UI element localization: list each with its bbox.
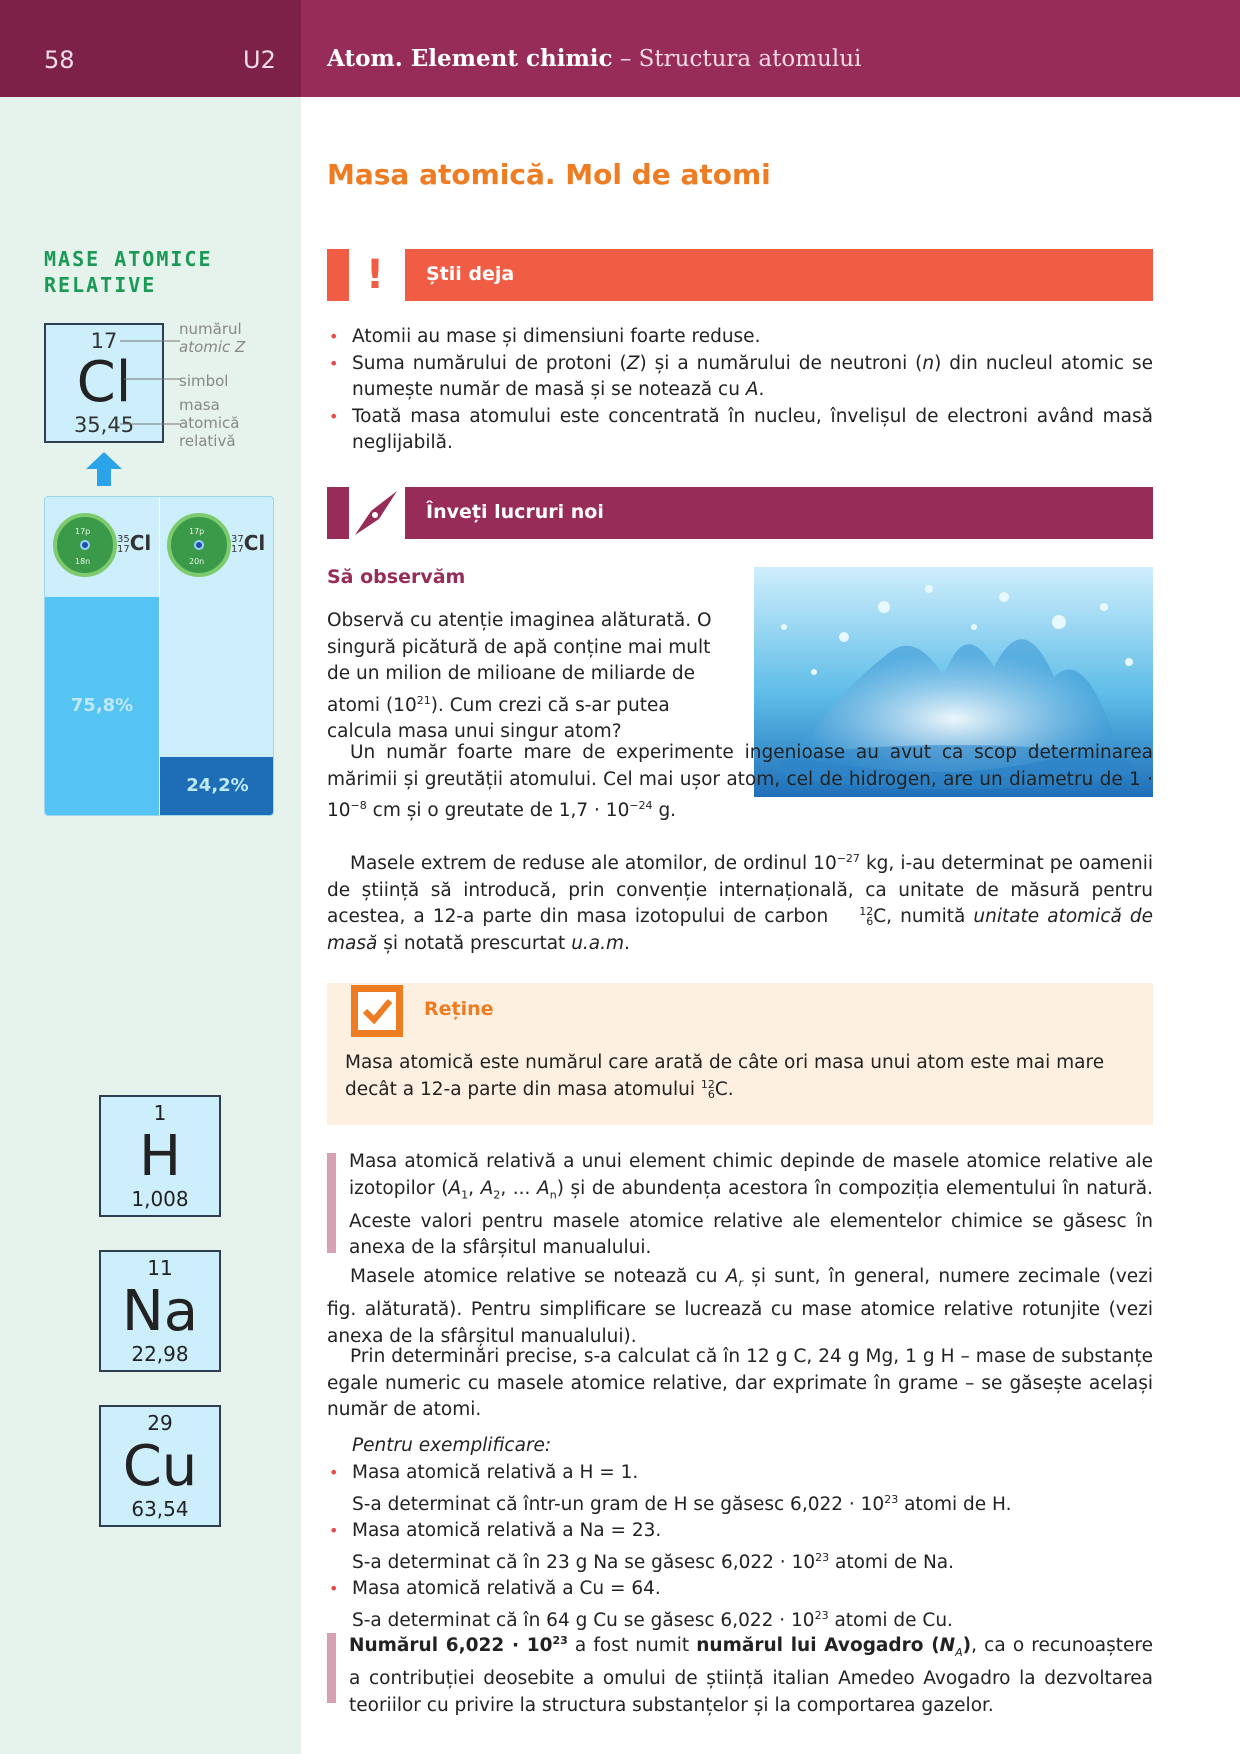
bar-accent: [327, 249, 349, 301]
label-symbol: simbol: [179, 372, 229, 390]
atom-nucleus-icon: [194, 540, 204, 550]
stii-deja-list: [327, 324, 1153, 457]
element-tile-h: [99, 1095, 221, 1217]
stii-deja-bar: [327, 249, 1153, 301]
inveti-bar: [327, 487, 1153, 539]
experimente-paragraph: Un număr foarte mare de experimente ingenioase au avut ca scop determinarea mărimii și greutății atomului. Cel mai ușor atom, cel de hidrogen, are un diametru de $1 \cdot 10^{-8}$ cm și o greutate de $1,7 \cdot 10^{-24}$ g.: [327, 742, 1153, 822]
precise-paragraph: Prin determinări precise, s-a calculat că în 12 g C, 24 g Mg, 1 g H – mase de substanțe egale numeric cu masele atomice relative, dar exprimate în grame – se găsește același număr de atomi.: [327, 1346, 1153, 1420]
unit-label: U2: [243, 46, 276, 74]
list-item: • Suma numărului de protoni (Z) și a numărului de neutroni (n) din nucleul atomic se numește număr de masă și se notează cu A.: [327, 351, 1153, 404]
section-title: Masa atomică. Mol de atomi: [327, 158, 771, 191]
list-item: • Masa atomică relativă a Cu = 64. S-a determinat că în 64 g Cu se găsesc $6,022 \cdot 10^{23}$ atomi de Cu.: [327, 1576, 1153, 1634]
compass-icon: [349, 487, 401, 539]
inveti-label: Înveți lucruri noi: [426, 501, 604, 523]
chlorine-symbol: Cl: [76, 350, 132, 415]
element-symbol: H: [138, 1124, 182, 1189]
retine-box: [327, 983, 1153, 1125]
element-symbol: Na: [121, 1279, 199, 1344]
atom-neutrons: 18n: [75, 557, 91, 566]
element-z: 1: [153, 1101, 167, 1125]
element-mass: 1,008: [131, 1187, 189, 1211]
retine-label: Reține: [424, 998, 494, 1020]
header-title: Atom. Element chimic – Structura atomului: [327, 45, 862, 72]
ar-paragraph: Masele atomice relative se notează cu $A_r$ și sunt, în general, numere zecimale (vezi fig. alăturată). Pentru simplificare se lucrează cu mase atomice relative rotunjite (vezi anexa de la sfârșitul manualului).: [327, 1266, 1153, 1347]
relative-mass-paragraph: Masa atomică relativă a unui element chimic depinde de masele atomice relative ale izotopilor ($A_1$, $A_2$, ... $A_n$) și de abundența acestora în compoziția elementului în natură. Aceste valori pentru masele atomice relative ale elementelor chimice se găsesc în anexa de la sfârșitul manualului.: [349, 1151, 1153, 1259]
highlight-bar: [327, 1633, 336, 1703]
atom-cl35-icon: [53, 513, 117, 577]
element-z: 11: [147, 1256, 173, 1280]
sidebar-title: MASE ATOMICE RELATIVE: [44, 247, 213, 297]
checkmark-icon: [351, 985, 403, 1037]
uam-paragraph: Masele extrem de reduse ale atomilor, de ordinul $10^{-27}$ kg, i-au determinat pe oamenii de știință să introducă, prin convenție internațională, ca unitate de măsură pentru acestea, a 12-a parte din masa izotopului de carbon 12 6 C, numită unitate atomică de masă și notată prescurtat u.a.m.: [327, 852, 1154, 954]
atom-protons: 17p: [75, 527, 91, 536]
list-item: • Masa atomică relativă a H = 1. S-a determinat că într-un gram de H se găsesc $6,022 \cdot 10^{23}$ atomi de H.: [327, 1460, 1153, 1518]
element-tile-cu: [99, 1405, 221, 1527]
list-item: • Masa atomică relativă a Na = 23. S-a determinat că în 23 g Na se găsesc $6,022 \cdot 10^{23}$ atomi de Na.: [327, 1518, 1153, 1576]
list-item: • Toată masa atomului este concentrată în nucleu, învelișul de electroni având masă neglijabilă.: [327, 404, 1153, 457]
atom-protons: 17p: [189, 527, 205, 536]
isotope-symbol-cl37: 37 17 Cl: [231, 531, 266, 555]
isotope-chart: [44, 496, 274, 816]
bar-accent: [327, 487, 349, 539]
exemplificare-heading: Pentru exemplificare:: [352, 1435, 552, 1456]
up-arrow-icon: [86, 452, 122, 486]
isotope-symbol-cl35: 35 17 Cl: [117, 531, 152, 555]
element-tile-na: [99, 1250, 221, 1372]
stii-deja-label: Știi deja: [426, 263, 515, 285]
highlight-bar: [327, 1153, 336, 1253]
atom-nucleus-icon: [80, 540, 90, 550]
isotope-abundance-cl35: 75,8%: [70, 695, 134, 716]
atom-neutrons: 20n: [189, 557, 205, 566]
page-number: 58: [44, 46, 75, 74]
element-z: 29: [147, 1411, 173, 1435]
isotope-abundance-cl37: 24,2%: [186, 775, 249, 796]
bar-main: [405, 249, 1153, 301]
label-atomic-number: numărul atomic Z: [179, 320, 246, 356]
element-mass: 22,98: [131, 1342, 189, 1366]
element-symbol: Cu: [122, 1434, 198, 1499]
avogadro-paragraph: Numărul $6,022 \cdot 10^{23}$ a fost numit numărul lui Avogadro $(N_A)$, ca o recunoaștere a contribuției deosebite a omului de știință italian Amedeo Avogadro la dezvoltarea teoriilor cu privire la structura substanțelor și la comportarea gazelor.: [349, 1634, 1153, 1716]
exemplificare-list: [327, 1460, 1153, 1634]
observa-paragraph: Observă cu atenție imaginea alăturată. O singură picătură de apă conține mai mult de un milion de milioane de miliarde de atomi $(10^{21})$. Cum crezi că s-ar putea calcula masa unui singur atom?: [327, 610, 712, 743]
sa-observam-heading: Să observăm: [327, 566, 466, 588]
chlorine-mass: 35,45: [73, 413, 135, 437]
element-mass: 63,54: [131, 1497, 189, 1521]
list-item: • Atomii au mase și dimensiuni foarte reduse.: [327, 324, 1153, 351]
label-mass: masa atomică relativă: [179, 396, 240, 450]
retine-text: Masa atomică este numărul care arată de câte ori masa unui atom este mai mare decât a 12-a parte din masa atomului 12 6 C.: [345, 1052, 1105, 1101]
exclamation-icon: !: [349, 249, 401, 301]
chlorine-z: 17: [90, 329, 118, 353]
atom-cl37-icon: [167, 513, 231, 577]
